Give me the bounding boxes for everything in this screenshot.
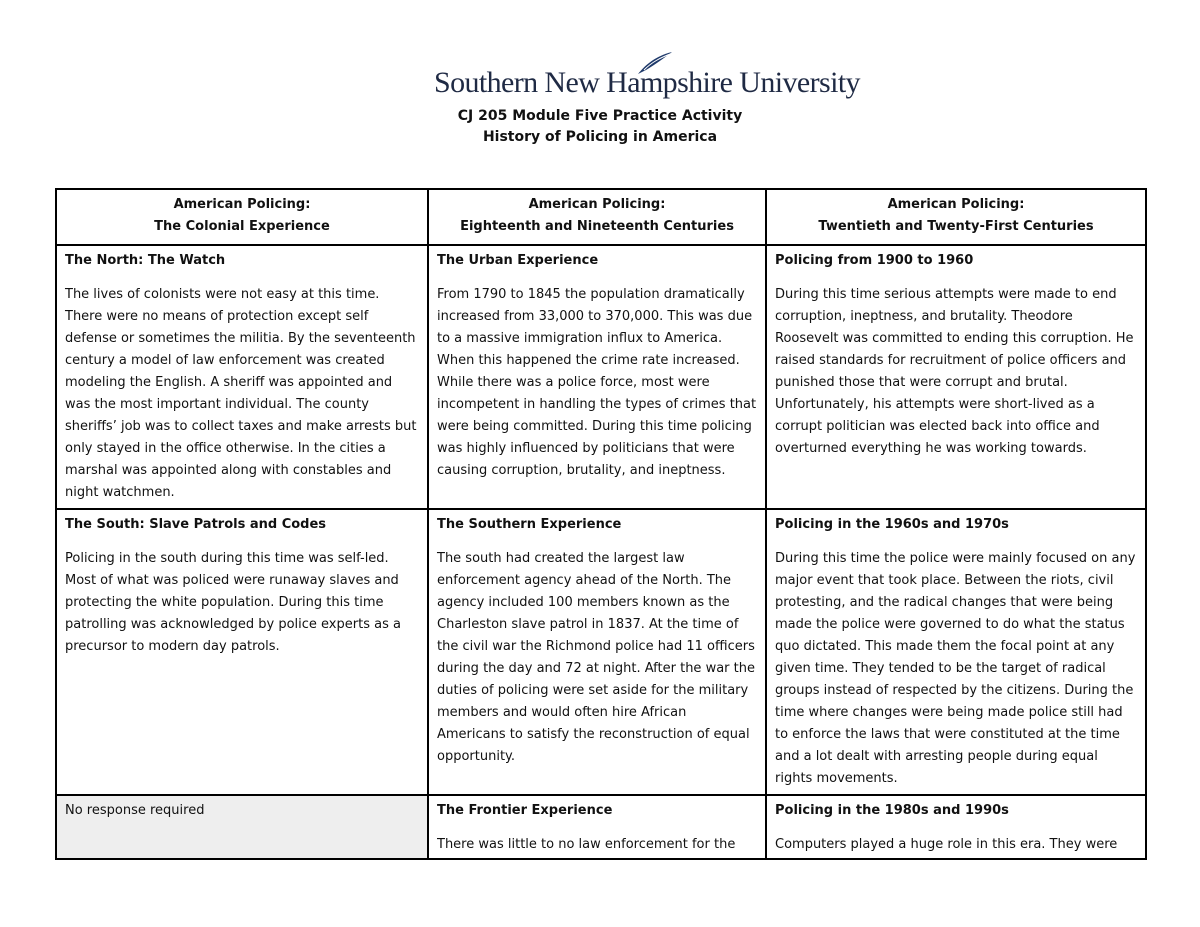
section-body: From 1790 to 1845 the population dramatically increased from 33,000 to 370,000. This was due to a massive immigration influx to America. When this happened the crime rate increased. While there was a police force, most were incompetent in handling the types of crimes that were being committed. During this time policing was highly influenced by politicians that were causing corruption, brutality, and ineptness. <box>437 287 757 478</box>
section-title: The Frontier Experience <box>437 803 613 818</box>
column-header-18th-19th <box>428 189 766 245</box>
table-cell <box>766 509 1146 795</box>
section-title: Policing in the 1980s and 1990s <box>775 803 1009 818</box>
column-header-line1: American Policing: <box>173 197 311 212</box>
section-title: Policing in the 1960s and 1970s <box>775 517 1009 532</box>
table-cell <box>56 509 428 795</box>
section-title: The South: Slave Patrols and Codes <box>65 517 327 532</box>
column-header-line1: American Policing: <box>887 197 1025 212</box>
section-title: The North: The Watch <box>65 253 226 268</box>
section-body: The lives of colonists were not easy at this time. There were no means of protection except self defense or sometimes the militia. By the seventeenth century a model of law enforcement was created modeling the English. A sheriff was appointed and was the most important individual. The county sheriffs’ job was to collect taxes and make arrests but only stayed in the office otherwise. In the cities a marshal was appointed along with constables and night watchmen. <box>65 287 417 500</box>
section-title: The Urban Experience <box>437 253 599 268</box>
section-body: Computers played a huge role in this era. They were <box>775 837 1118 852</box>
table-cell <box>428 509 766 795</box>
table-row <box>56 509 1146 795</box>
policing-table <box>55 188 1147 860</box>
table-cell <box>766 795 1146 859</box>
column-header-line2: Twentieth and Twenty-First Centuries <box>818 219 1094 234</box>
document-subtitle: History of Policing in America <box>482 129 718 145</box>
section-title: The Southern Experience <box>437 517 622 532</box>
table-cell <box>766 245 1146 509</box>
section-title: Policing from 1900 to 1960 <box>775 253 974 268</box>
table-row <box>56 795 1146 859</box>
table-cell <box>428 245 766 509</box>
section-body: During this time serious attempts were made to end corruption, ineptness, and brutality. Theodore Roosevelt was committed to ending this corruption. He raised standards for recruitment of police officers and punished those that were corrupt and brutal. Unfortunately, his attempts were short-lived as a corrupt politician was elected back into office and overturned everything he was working towards. <box>775 287 1134 456</box>
section-body: The south had created the largest law enforcement agency ahead of the North. The agency included 100 members known as the Charleston slave patrol in 1837. At the time of the civil war the Richmond police had 11 officers during the day and 72 at night. After the war the duties of policing were set aside for the military members and would often hire African Americans to satisfy the reconstruction of equal opportunity. <box>437 551 755 764</box>
table-header-row <box>56 189 1146 245</box>
document-header <box>0 106 1200 148</box>
logo-text: Southern New Hampshire University <box>434 66 860 99</box>
section-body: Policing in the south during this time was self-led. Most of what was policed were runaway slaves and protecting the white population. During this time patrolling was acknowledged by police experts as a precursor to modern day patrols. <box>65 551 401 654</box>
section-body: During this time the police were mainly focused on any major event that took place. Between the riots, civil protesting, and the radical changes that were being made the police were governed to do what the status quo dictated. This made them the focal point at any given time. They tended to be the target of radical groups instead of respected by the citizens. During the time where changes were being made police still had to enforce the laws that were constituted at the time and a lot dealt with arresting people during equal rights movements. <box>775 551 1136 786</box>
section-body: There was little to no law enforcement for the <box>437 837 736 852</box>
table-cell <box>56 245 428 509</box>
column-header-colonial <box>56 189 428 245</box>
column-header-20th-21st <box>766 189 1146 245</box>
document-title: CJ 205 Module Five Practice Activity <box>457 108 743 124</box>
column-header-line1: American Policing: <box>528 197 666 212</box>
table-row <box>56 245 1146 509</box>
no-response-text: No response required <box>65 803 205 818</box>
university-logo <box>434 50 860 104</box>
column-header-line2: The Colonial Experience <box>154 219 330 234</box>
table-cell <box>428 795 766 859</box>
column-header-line2: Eighteenth and Nineteenth Centuries <box>460 219 734 234</box>
table-cell-no-response <box>56 795 428 859</box>
